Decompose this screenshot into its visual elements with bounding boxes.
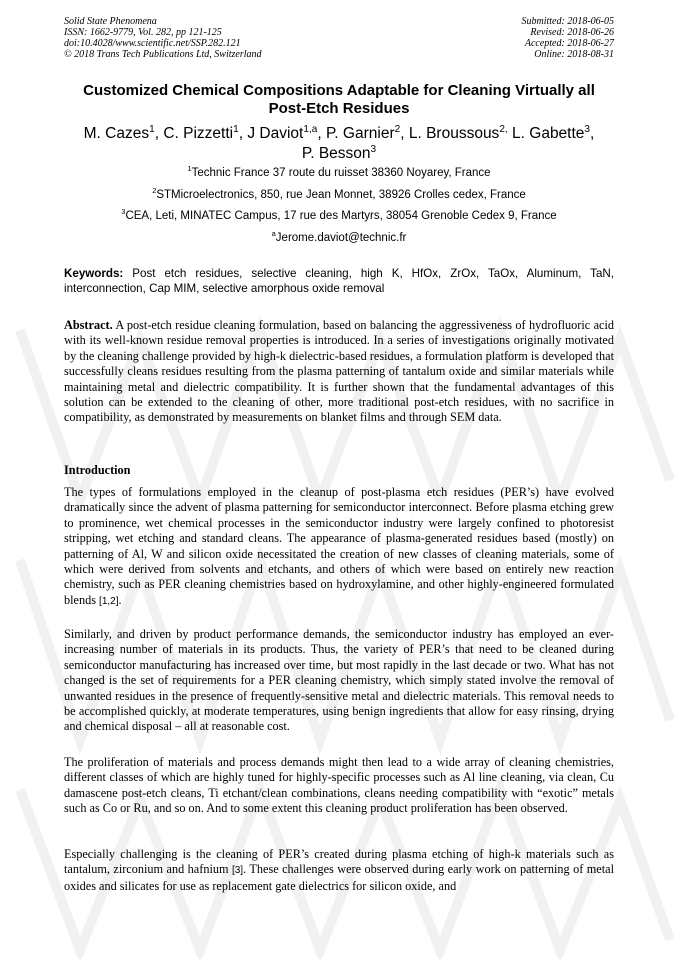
- submitted-date: Submitted: 2018-06-05: [521, 16, 614, 27]
- citation: [3]: [231, 865, 244, 877]
- author-email: $^a$Jerome.daviot@technic.fr: [271, 229, 407, 244]
- paper-title: Customized Chemical Compositions Adaptable for Cleaning Virtually all Post-Etch Residues: [83, 82, 595, 117]
- abstract-text: A post-etch residue cleaning formulation, based on balancing the aggressiveness of hydrofluoric acid with its well-known residue removal properties is introduced. In a series of investigations originally motivated by the cleaning challenge provided by high-k dielectric-based residues, a formulation platform is developed that successfully cleans residues resulting from the plasma patterning of tantalum oxide and similar materials while maintaining metal and dielectric compatibility. It is further shown that the fundamental advantages of this solution can be extended to the cleaning of other, more traditional post-etch residues, with no sacrifice in compatibility, as demonstrated by measurements on blanket films and through SEM data.: [64, 318, 615, 425]
- author: P. Besson$^3$: [301, 143, 377, 162]
- doi: doi:10.4028/www.scientific.net/SSP.282.121: [64, 38, 241, 49]
- intro-paragraph-4: Especially challenging is the cleaning of PER’s created during plasma etching of high-k materials such as tantalum, zirconium and hafnium [3]. These challenges were observed during early work on patterning of metal oxides and silicates for use as replacement gate dielectrics for silicon oxide, and: [64, 847, 614, 893]
- affiliation-3: $^3$CEA, Leti, MINATEC Campus, 17 rue des Martyrs, 38054 Grenoble Cedex 9, France: [121, 207, 557, 222]
- intro-paragraph-3: The proliferation of materials and process demands might then lead to a wide array of cleaning chemistries, different classes of which are highly tuned for highly-specific processes such as Al line cleaning, via clean, Cu damascene post-etch cleans, Ti etchant/clean combinations, cleans needing compatibility with “exotic” metals such as Co or Ru, and so on. And to some extent this cleaning product proliferation has been observed.: [64, 755, 614, 816]
- journal-name: Solid State Phenomena: [64, 16, 157, 27]
- author: L. Gabette$^3$,: [512, 123, 595, 142]
- keywords-text: Post etch residues, selective cleaning, high K, HfOx, ZrOx, TaOx, Aluminum, TaN, interconnection, Cap MIM, selective amorphous oxide removal: [64, 267, 614, 295]
- citation: [1,2]: [99, 595, 119, 607]
- author: J Daviot$^{1,a}$,: [247, 123, 326, 142]
- keywords-label: Keywords:: [64, 267, 124, 280]
- keywords: [64, 266, 614, 296]
- abstract-label: Abstract.: [64, 318, 113, 332]
- intro-paragraph-1: The types of formulations employed in the cleanup of post-plasma etch residues (PER’s) have evolved dramatically since the advent of plasma patterning for semiconductor interconnect. Before plasma etching grew to prominence, wet chemical processes in the semiconductor industry were largely confined to photoresist stripping, wet etching and standard cleans. The appearance of plasma-generated residues based (mostly) on patterning of Al, W and silicon oxide necessitated the creation of new classes of cleaning materials, some of which were derived from solvents and etchants, and others of which were based on entirely new reaction chemistry, such as PER cleaning chemistries based on hydroxylamine, and other highly-engineered formulated blends [1,2].: [64, 485, 614, 607]
- intro-paragraph-2: Similarly, and driven by product performance demands, the semiconductor industry has employed an ever-increasing number of materials in its products. Thus, the variety of PER’s that need to be cleaned during semiconductor manufacturing has increased over time, but most rapidly in the last decade or two. What has not changed is the set of requirements for a PER cleaning chemistry, which simply stated involve the removal of unwanted residues in the presence of frequently-sensitive metal and dielectric materials. This removal needs to be accomplished quickly, at moderate temperatures, using benign ingredients that allow for easy rinsing, drying and chemical disposal – all at reasonable cost.: [64, 627, 614, 734]
- author: L. Broussous$^{2,}$: [408, 123, 508, 142]
- affiliation-2: $^2$STMicroelectronics, 850, rue Jean Monnet, 38926 Crolles cedex, France: [152, 186, 526, 201]
- author: C. Pizzetti$^1$,: [163, 123, 248, 142]
- publication-dates: [522, 16, 615, 60]
- accepted-date: Accepted: 2018-06-27: [524, 38, 614, 49]
- copyright: © 2018 Trans Tech Publications Ltd, Switzerland: [64, 49, 262, 60]
- abstract: [64, 318, 614, 426]
- author: P. Garnier$^2$,: [325, 123, 409, 142]
- affiliation-1: $^1$Technic France 37 route du ruisset 38360 Noyarey, France: [187, 164, 491, 179]
- issn: ISSN: 1662-9779, Vol. 282, pp 121-125: [64, 27, 222, 38]
- online-date: Online: 2018-08-31: [534, 49, 614, 60]
- revised-date: Revised: 2018-06-26: [530, 27, 614, 38]
- introduction-heading: Introduction: [64, 463, 131, 477]
- author: M. Cazes$^1$,: [83, 123, 164, 142]
- journal-info: [64, 16, 262, 60]
- author-list: [64, 124, 614, 164]
